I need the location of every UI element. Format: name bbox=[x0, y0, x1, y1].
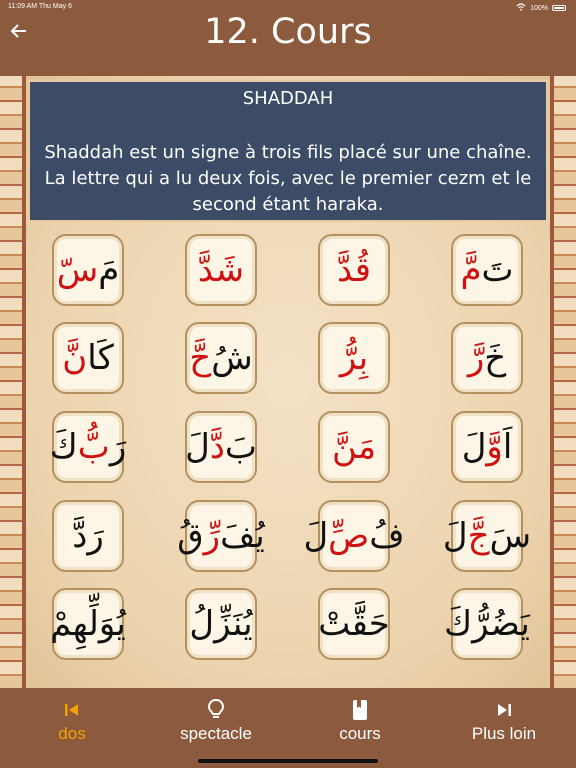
tile-text: يَضُرُّكَ bbox=[444, 604, 530, 644]
letter-tile[interactable] bbox=[451, 411, 523, 483]
tile-highlight: قُدَّ bbox=[336, 250, 372, 290]
tile-text: تَ bbox=[481, 250, 514, 290]
letter-tile[interactable] bbox=[177, 500, 265, 572]
letter-tile[interactable] bbox=[442, 500, 532, 572]
tile-highlight: بِرُّ bbox=[339, 338, 369, 378]
tile-highlight: نَّ bbox=[62, 338, 88, 378]
tile-text: مَ bbox=[98, 250, 120, 290]
tile-text: سَ bbox=[489, 516, 532, 556]
tile-highlight: جَّ bbox=[467, 516, 490, 556]
tile-highlight: سّ bbox=[56, 250, 99, 290]
battery-icon bbox=[552, 5, 566, 11]
letter-tile[interactable] bbox=[451, 322, 523, 394]
tile-highlight: صِّ bbox=[328, 516, 370, 556]
letter-tile[interactable] bbox=[318, 411, 390, 483]
page-title: 12. Cours bbox=[204, 12, 372, 52]
letter-tile[interactable] bbox=[185, 411, 257, 483]
letter-tile[interactable] bbox=[303, 500, 405, 572]
tile-text: بَ bbox=[224, 427, 257, 467]
tile-highlight: دَّ bbox=[209, 427, 225, 467]
tile-text: خَ bbox=[484, 338, 507, 378]
letter-tile[interactable] bbox=[451, 234, 523, 306]
decorative-border-right bbox=[550, 76, 576, 688]
letter-tile[interactable] bbox=[52, 500, 124, 572]
letter-tile[interactable] bbox=[318, 322, 390, 394]
info-text: Shaddah est un signe à trois fils placé sur une chaîne. La lettre qui a lu deux fois, avec le premier cezm et le second étant haraka. bbox=[44, 142, 532, 215]
letter-tile[interactable] bbox=[444, 588, 530, 660]
letter-tile[interactable] bbox=[52, 588, 124, 660]
nav-cours-label: cours bbox=[339, 724, 381, 743]
tile-highlight: رِّ bbox=[203, 516, 221, 556]
nav-back-button[interactable] bbox=[12, 698, 132, 744]
letter-tile[interactable] bbox=[318, 234, 390, 306]
status-time: 11:09 AM bbox=[8, 3, 38, 10]
tile-highlight: حَّ bbox=[189, 338, 212, 378]
info-title: SHADDAH bbox=[242, 88, 334, 109]
letter-tile[interactable] bbox=[185, 234, 257, 306]
letter-tile[interactable] bbox=[185, 322, 257, 394]
tile-text: لَ bbox=[461, 427, 487, 467]
tile-text: اَ bbox=[502, 427, 513, 467]
letter-tile[interactable] bbox=[52, 322, 124, 394]
tile-highlight: بُّ bbox=[77, 427, 110, 467]
tile-highlight: مَنَّ bbox=[331, 427, 377, 467]
nav-next-label: Plus loin bbox=[471, 724, 537, 743]
tile-text: لَ bbox=[442, 516, 468, 556]
home-indicator bbox=[198, 759, 378, 763]
status-date: Thu May 6 bbox=[38, 3, 72, 10]
tile-text: كَ bbox=[49, 427, 78, 467]
info-box bbox=[28, 80, 548, 222]
nav-next-button[interactable] bbox=[444, 698, 564, 744]
tile-text: رَ bbox=[109, 427, 127, 467]
letter-tile[interactable] bbox=[185, 588, 257, 660]
skip-next-icon bbox=[494, 698, 514, 722]
tile-highlight: رَّ bbox=[467, 338, 485, 378]
book-icon bbox=[351, 698, 369, 722]
tile-text: يُفَ bbox=[220, 516, 265, 556]
tile-text: قُ bbox=[177, 516, 204, 556]
tile-text: يُنَزِّلُ bbox=[189, 604, 253, 644]
tile-text: رَدَّ bbox=[72, 516, 104, 556]
app-bar bbox=[0, 14, 576, 74]
nav-spectacle-label: spectacle bbox=[180, 724, 252, 743]
letter-tile[interactable] bbox=[318, 588, 390, 660]
letter-tile[interactable] bbox=[52, 234, 124, 306]
decorative-border-left bbox=[0, 76, 26, 688]
tile-text: لَ bbox=[185, 427, 210, 467]
tile-text: حَقَّتْ bbox=[318, 604, 390, 644]
nav-cours-button[interactable] bbox=[300, 698, 420, 744]
tile-text: يُوَلِّهِمْ bbox=[50, 604, 126, 644]
tile-highlight: شَدَّ bbox=[197, 250, 245, 290]
tile-highlight: مَّ bbox=[460, 250, 482, 290]
tile-text: كَا bbox=[87, 338, 114, 378]
nav-back-label: dos bbox=[58, 724, 86, 743]
lightbulb-icon bbox=[206, 698, 226, 722]
tile-text: شُ bbox=[211, 338, 253, 378]
bottom-navigation bbox=[0, 688, 576, 768]
battery-percent: 100% bbox=[530, 4, 548, 12]
tile-text: فُ bbox=[369, 516, 405, 556]
nav-spectacle-button[interactable] bbox=[156, 698, 276, 744]
tile-highlight: وَّ bbox=[486, 427, 503, 467]
skip-previous-icon bbox=[62, 698, 82, 722]
tile-text: لَ bbox=[303, 516, 329, 556]
letter-tile[interactable] bbox=[49, 411, 127, 483]
